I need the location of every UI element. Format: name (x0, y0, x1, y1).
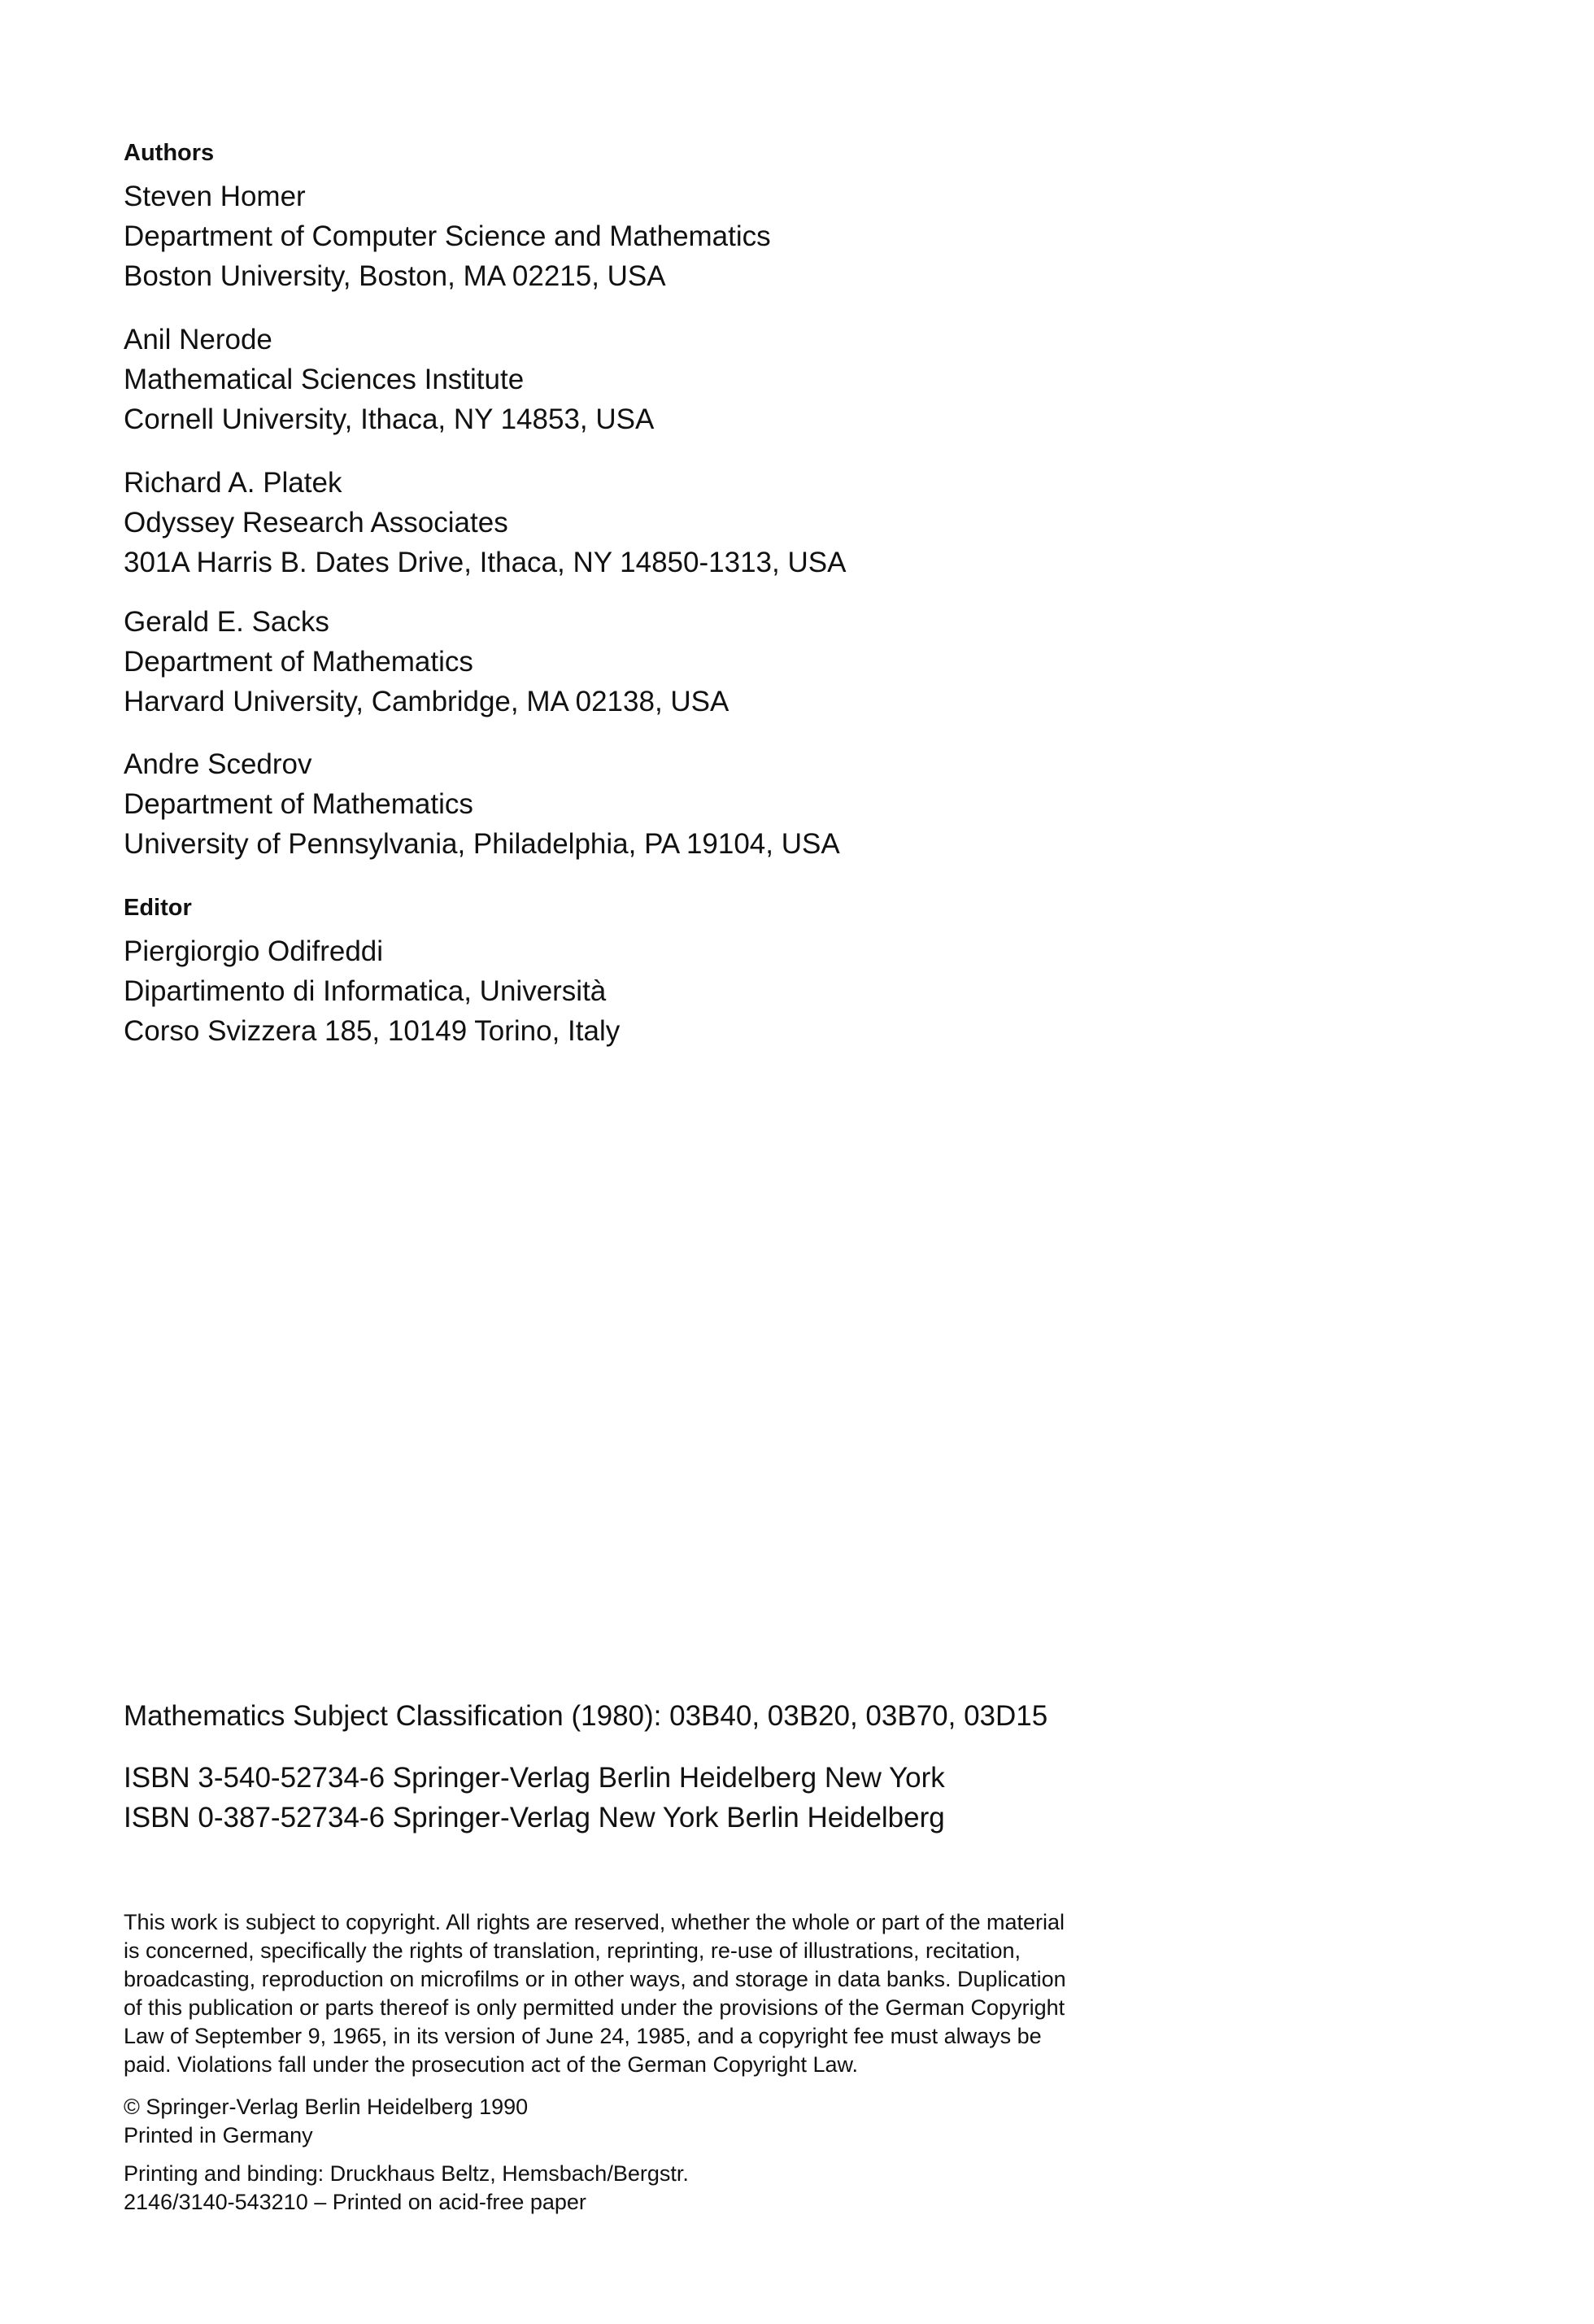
publisher-block (124, 2093, 1156, 2150)
author-entry (124, 463, 846, 582)
author-name: Steven Homer (124, 181, 306, 212)
copyright-notice-line: is concerned, specifically the rights of translation, reprinting, re-use of illustrations, recitation, (124, 1938, 1021, 1963)
authors-heading: Authors (124, 140, 215, 166)
printing-binding: Printing and binding: Druckhaus Beltz, Hemsbach/Bergstr. (124, 2161, 689, 2186)
copyright-notice-line: of this publication or parts thereof is only permitted under the provisions of the German Copyright (124, 1995, 1065, 2020)
copyright-notice-line: This work is subject to copyright. All rights are reserved, whether the whole or part of the material (124, 1910, 1065, 1934)
editor-affiliation: Dipartimento di Informatica, Università (124, 975, 607, 1007)
author-name: Anil Nerode (124, 324, 272, 355)
editor-entry (124, 931, 620, 1051)
editor-name: Piergiorgio Odifreddi (124, 935, 384, 967)
author-address: Boston University, Boston, MA 02215, USA (124, 260, 666, 292)
isbn-line: ISBN 3-540-52734-6 Springer-Verlag Berlin Heidelberg New York (124, 1762, 945, 1794)
author-address: Harvard University, Cambridge, MA 02138, USA (124, 686, 729, 717)
author-name: Richard A. Platek (124, 467, 342, 499)
editor-heading: Editor (124, 895, 192, 921)
author-address: 301A Harris B. Dates Drive, Ithaca, NY 14850-1313, USA (124, 547, 847, 578)
printing-block (124, 2160, 1156, 2217)
printed-in: Printed in Germany (124, 2123, 313, 2147)
isbn-line: ISBN 0-387-52734-6 Springer-Verlag New York Berlin Heidelberg (124, 1802, 945, 1833)
author-entry (124, 602, 729, 722)
copyright-line: © Springer-Verlag Berlin Heidelberg 1990 (124, 2095, 529, 2119)
isbn-block (124, 1758, 945, 1838)
author-entry (124, 744, 840, 864)
author-name: Gerald E. Sacks (124, 606, 329, 638)
author-affiliation: Department of Mathematics (124, 646, 473, 678)
copyright-notice-line: paid. Violations fall under the prosecution act of the German Copyright Law. (124, 2052, 859, 2077)
author-entry (124, 177, 771, 296)
author-affiliation: Department of Mathematics (124, 788, 473, 820)
author-affiliation: Mathematical Sciences Institute (124, 364, 525, 395)
editor-address: Corso Svizzera 185, 10149 Torino, Italy (124, 1015, 621, 1047)
printing-code: 2146/3140-543210 – Printed on acid-free paper (124, 2190, 586, 2214)
author-affiliation: Odyssey Research Associates (124, 507, 508, 538)
copyright-notice-line: Law of September 9, 1965, in its version of June 24, 1985, and a copyright fee must always be (124, 2024, 1042, 2048)
subject-classification: Mathematics Subject Classification (1980): 03B40, 03B20, 03B70, 03D15 (124, 1700, 1048, 1732)
copyright-notice-line: broadcasting, reproduction on microfilms or in other ways, and storage in data banks. Duplication (124, 1967, 1066, 1991)
copyright-notice (124, 1908, 1156, 2079)
author-entry (124, 320, 654, 439)
author-name: Andre Scedrov (124, 748, 312, 780)
author-address: University of Pennsylvania, Philadelphia, PA 19104, USA (124, 828, 840, 860)
author-affiliation: Department of Computer Science and Mathematics (124, 220, 771, 252)
author-address: Cornell University, Ithaca, NY 14853, USA (124, 403, 655, 435)
